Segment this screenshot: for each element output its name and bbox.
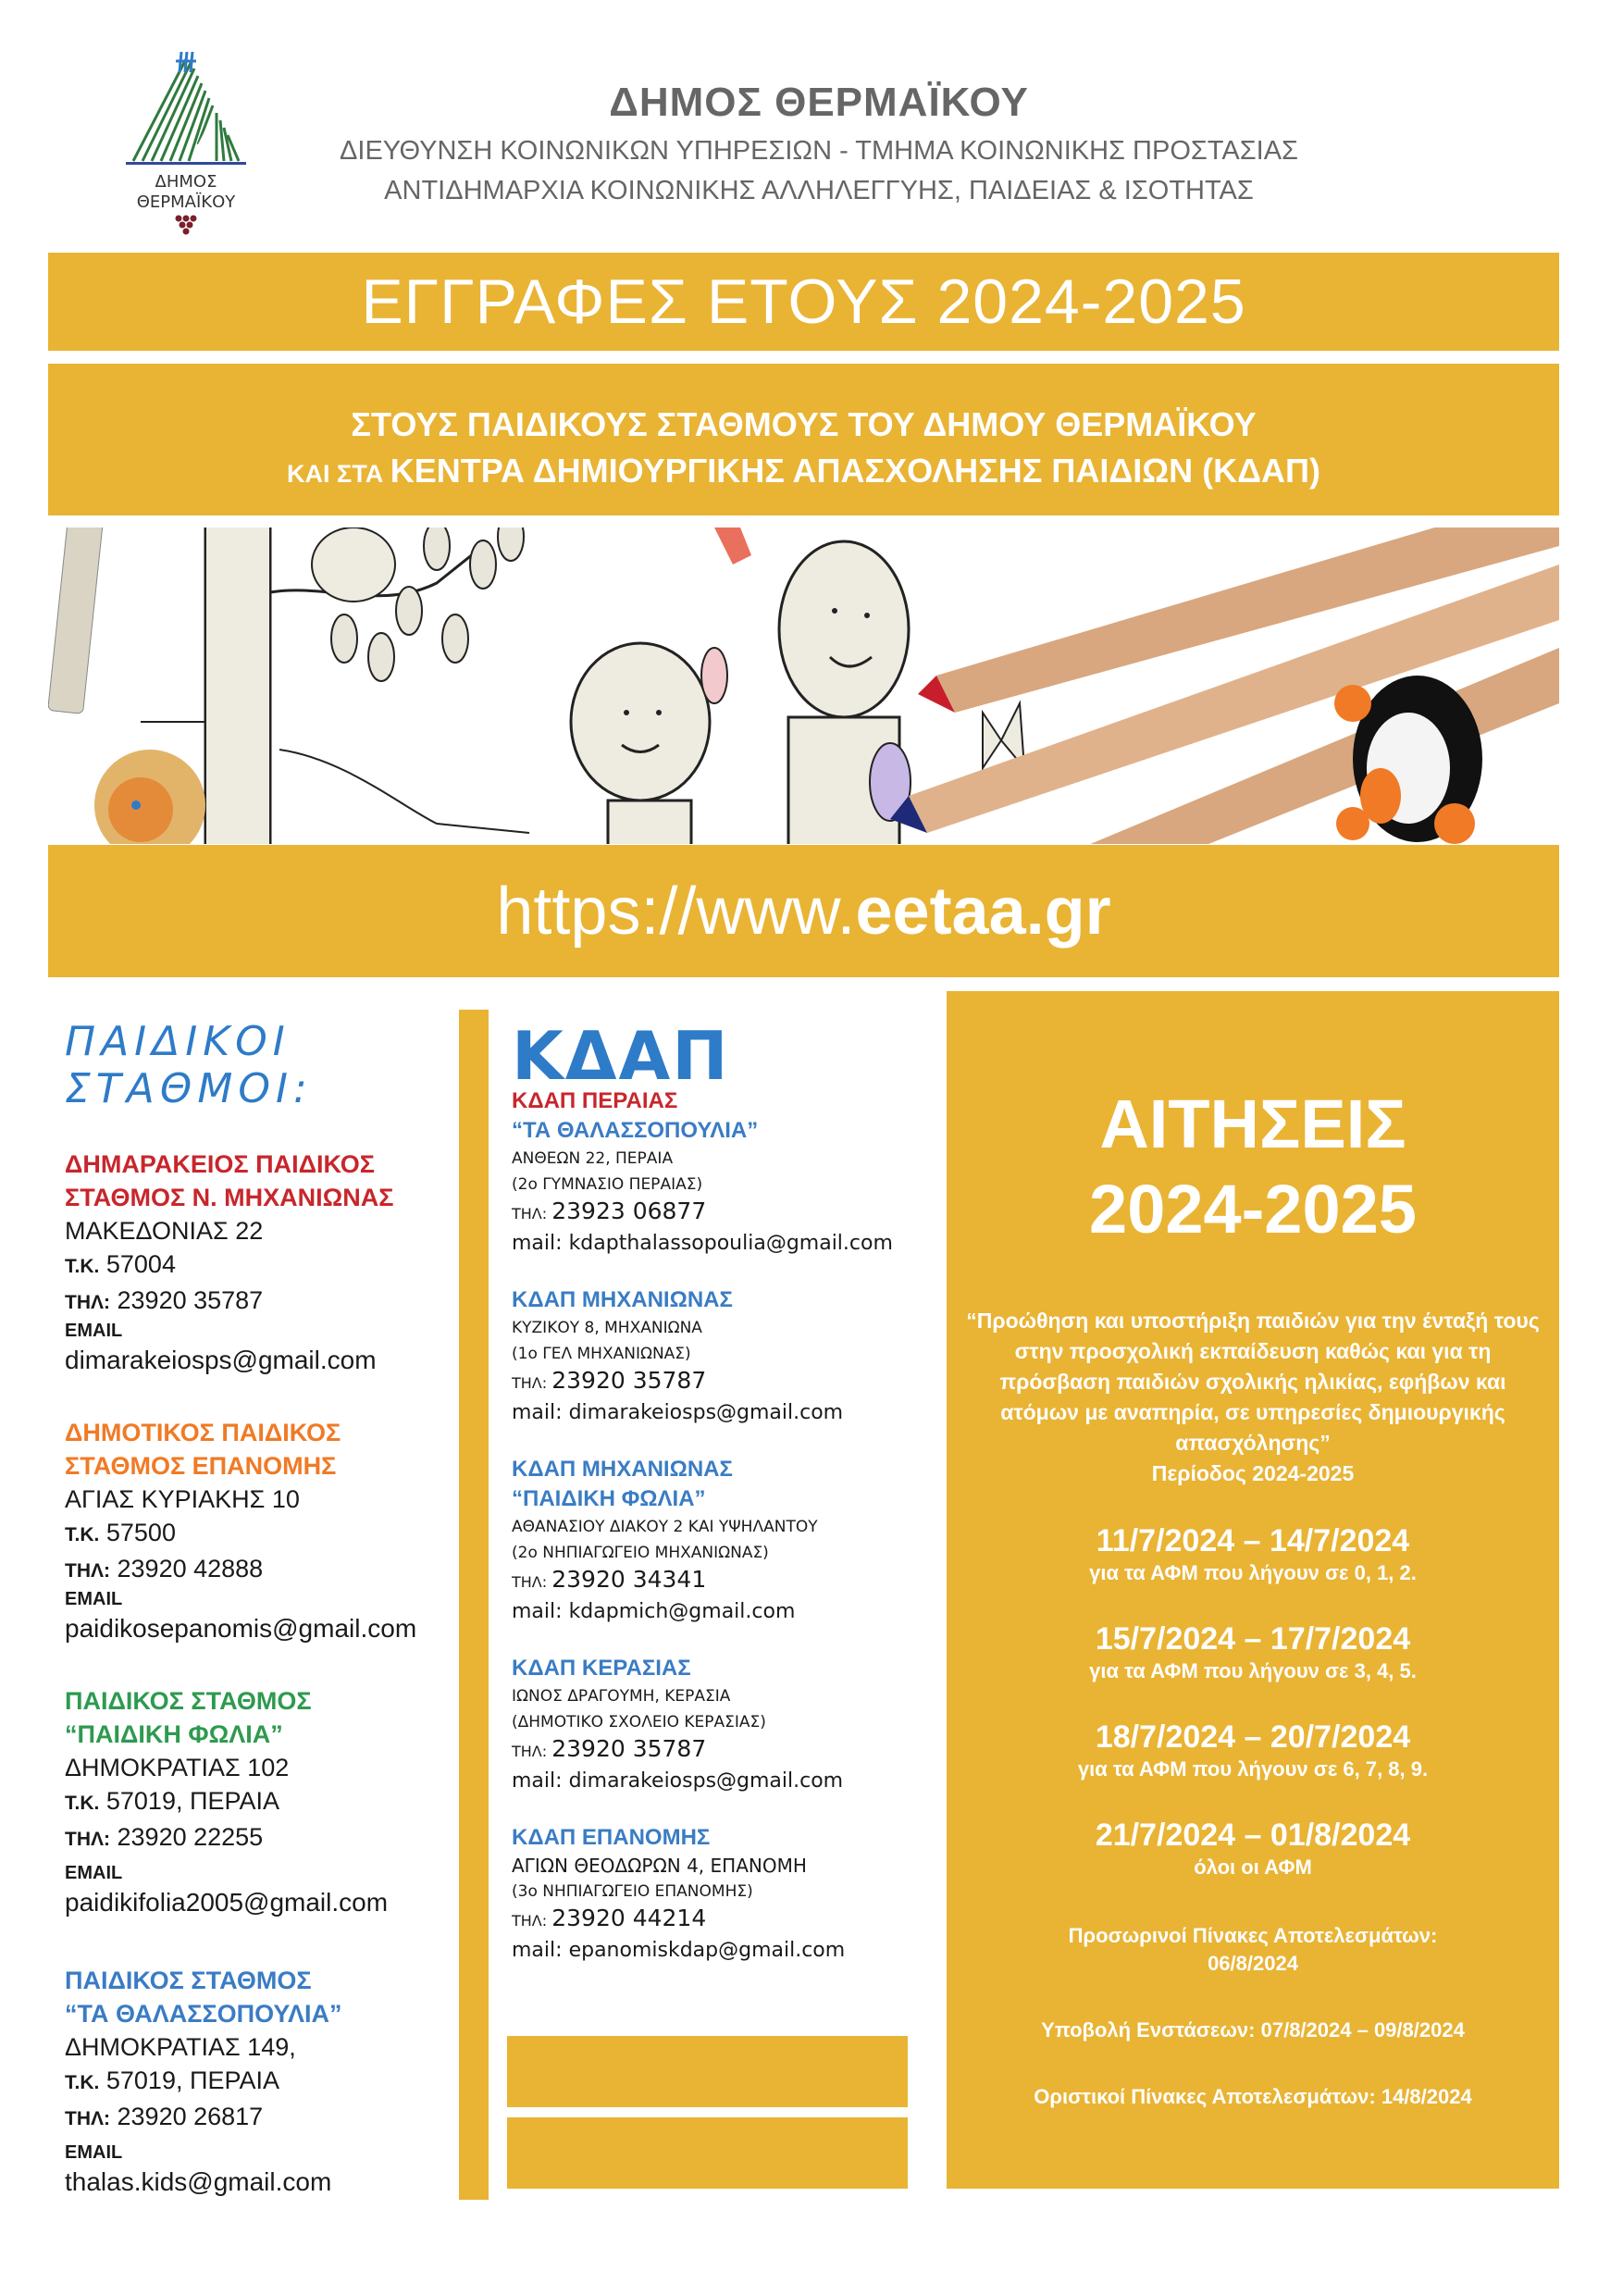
application-period	[947, 1620, 1559, 1685]
applications-title	[947, 1082, 1559, 1252]
email-label: EMAIL	[65, 2142, 123, 2163]
kdap-item	[512, 1823, 937, 1967]
kdap-email[interactable]: mail: dimarakeiosps@gmail.com	[512, 1769, 844, 1793]
kdap-email[interactable]: mail: epanomiskdap@gmail.com	[512, 1939, 846, 1962]
kdap-location: (2ο ΓΥΜΝΑΣΙΟ ΠΕΡΑΙΑΣ)	[512, 1175, 703, 1194]
subtitle-banner	[48, 364, 1559, 515]
kdap-name: ΚΔΑΠ ΜΗΧΑΝΙΩΝΑΣ	[512, 1287, 733, 1312]
program-quote: “Προώθηση και υποστήριξη παιδιών για την ένταξή τους στην προσχολική εκπαίδευση καθώς και για τη πρόσβαση παιδιών σχολικής ηλικίας, εφήβων και ατόμων με αναπηρία, σε υπηρεσίες δημιουργικής απασχόλησης”	[966, 1309, 1540, 1455]
nursery-address: ΔΗΜΟΚΡΑΤΙΑΣ 149,	[65, 2033, 296, 2061]
applications-title-line2: 2024-2025	[1089, 1171, 1417, 1247]
kdap-phone: ΤΗΛ: 23923 06877	[512, 1198, 707, 1224]
applications-title-line1: ΑΙΤΗΣΕΙΣ	[1099, 1086, 1406, 1162]
kdap-location: (1ο ΓΕΛ ΜΗΧΑΝΙΩΝΑΣ)	[512, 1345, 691, 1363]
kdap-address: ΙΩΝΟΣ ΔΡΑΓΟΥΜΗ, ΚΕΡΑΣΙΑ	[512, 1687, 731, 1706]
final-results: Οριστικοί Πίνακες Αποτελεσμάτων: 14/8/2024	[1034, 2085, 1472, 2108]
email-label: EMAIL	[65, 1863, 123, 1883]
nursery-postcode: Τ.Κ. 57500	[65, 1519, 176, 1546]
nursery-email[interactable]: paidikifolia2005@gmail.com	[65, 1888, 389, 1917]
grapes-icon	[174, 215, 198, 237]
children-illustration	[48, 527, 1559, 844]
nursery-name: ΔΗΜΟΤΙΚΟΣ ΠΑΙΔΙΚΟΣ	[65, 1419, 341, 1446]
decorative-block-1	[507, 2036, 908, 2107]
kdap-phone: ΤΗΛ: 23920 35787	[512, 1367, 707, 1394]
logo-text-line2: ΘΕΡΜΑΪΚΟΥ	[136, 192, 236, 212]
nursery-name-line2: ΣΤΑΘΜΟΣ ΕΠΑΝΟΜΗΣ	[65, 1452, 337, 1480]
kdap-email[interactable]: mail: dimarakeiosps@gmail.com	[512, 1401, 844, 1424]
kdap-name-line2: “ΠΑΙΔΙΚΗ ΦΩΛΙΑ”	[512, 1486, 706, 1511]
subtitle-line1: ΣΤΟΥΣ ΠΑΙΔΙΚΟΥΣ ΣΤΑΘΜΟΥΣ ΤΟΥ ΔΗΜΟΥ ΘΕΡΜΑΪΚΟΥ	[351, 405, 1257, 443]
nursery-phone: ΤΗΛ: 23920 42888	[65, 1555, 264, 1582]
kdap-item	[512, 1285, 937, 1429]
deputy-mayor-line: ΑΝΤΙΔΗΜΑΡΧΙΑ ΚΟΙΝΩΝΙΚΗΣ ΑΛΛΗΛΕΓΓΥΗΣ, ΠΑΙΔΕΙΑΣ & ΙΣΟΤΗΤΑΣ	[384, 176, 1254, 205]
period-description: για τα ΑΦΜ που λήγουν σε 0, 1, 2.	[1089, 1561, 1417, 1584]
nursery-address: ΑΓΙΑΣ ΚΥΡΙΑΚΗΣ 10	[65, 1485, 300, 1513]
objections-period: Υποβολή Ενστάσεων: 07/8/2024 – 09/8/2024	[1041, 2018, 1465, 2042]
decorative-block-2	[507, 2117, 908, 2189]
period-description: όλοι οι ΑΦΜ	[1194, 1855, 1312, 1879]
nursery-address: ΜΑΚΕΔΟΝΙΑΣ 22	[65, 1217, 264, 1245]
logo-text-line1: ΔΗΜΟΣ	[155, 172, 217, 192]
kdap-address: ΚΥΖΙΚΟΥ 8, ΜΗΧΑΝΙΩΝΑ	[512, 1319, 702, 1337]
kdap-email[interactable]: mail: kdapmich@gmail.com	[512, 1600, 796, 1623]
url-domain: eetaa.gr	[855, 874, 1111, 949]
program-period: Περίοδος 2024-2025	[1151, 1461, 1355, 1485]
applications-panel	[947, 991, 1559, 2189]
email-label: EMAIL	[65, 1589, 123, 1609]
nursery-phone: ΤΗΛ: 23920 22255	[65, 1823, 264, 1851]
nursery-name-line2: “ΤΑ ΘΑΛΑΣΣΟΠΟΥΛΙΑ”	[65, 2000, 342, 2028]
kdap-location: (2ο ΝΗΠΙΑΓΩΓΕΙΟ ΜΗΧΑΝΙΩΝΑΣ)	[512, 1544, 769, 1562]
kdap-item	[512, 1455, 937, 1628]
kdap-item	[512, 1086, 937, 1260]
nursery-item	[65, 1416, 453, 1647]
url-prefix: https://www.	[496, 874, 856, 949]
nursery-name-line2: “ΠΑΙΔΙΚΗ ΦΩΛΙΑ”	[65, 1720, 283, 1748]
nursery-postcode: Τ.Κ. 57019, ΠΕΡΑΙΑ	[65, 1787, 279, 1815]
nursery-phone: ΤΗΛ: 23920 26817	[65, 2103, 264, 2130]
page-title: ΕΓΓΡΑΦΕΣ ΕΤΟΥΣ 2024-2025	[361, 267, 1246, 337]
kdap-address: ΑΓΙΩΝ ΘΕΟΔΩΡΩΝ 4, ΕΠΑΝΟΜΗ	[512, 1855, 807, 1877]
website-banner	[48, 845, 1559, 977]
provisional-results	[947, 1922, 1559, 1978]
municipality-logo	[126, 52, 246, 223]
period-dates: 18/7/2024 – 20/7/2024	[1095, 1719, 1411, 1755]
kdap-address: ΑΝΘΕΩΝ 22, ΠΕΡΑΙΑ	[512, 1149, 674, 1168]
nursery-name-line2: ΣΤΑΘΜΟΣ Ν. ΜΗΧΑΝΙΩΝΑΣ	[65, 1184, 394, 1211]
nursery-item	[65, 1148, 453, 1379]
kdap-name: ΚΔΑΠ ΠΕΡΑΙΑΣ	[512, 1088, 678, 1113]
kdap-phone: ΤΗΛ: 23920 34341	[512, 1566, 707, 1593]
kdap-item	[512, 1654, 937, 1797]
nursery-email[interactable]: paidikosepanomis@gmail.com	[65, 1614, 417, 1643]
kdap-email[interactable]: mail: kdapthalassopoulia@gmail.com	[512, 1232, 893, 1255]
nursery-name: ΠΑΙΔΙΚΟΣ ΣΤΑΘΜΟΣ	[65, 1687, 312, 1715]
nursery-item	[65, 1964, 453, 2201]
municipality-name: ΔΗΜΟΣ ΘΕΡΜΑΪΚΟΥ	[609, 80, 1029, 125]
kids-drawing-image	[48, 527, 1559, 844]
period-dates: 11/7/2024 – 14/7/2024	[1096, 1523, 1410, 1558]
program-description	[947, 1306, 1559, 1489]
kdap-name: ΚΔΑΠ ΜΗΧΑΝΙΩΝΑΣ	[512, 1457, 733, 1482]
nursery-email[interactable]: dimarakeiosps@gmail.com	[65, 1346, 377, 1374]
nursery-phone: ΤΗΛ: 23920 35787	[65, 1286, 264, 1314]
website-link[interactable]	[496, 874, 1110, 949]
provisional-results-label: Προσωρινοί Πίνακες Αποτελεσμάτων:	[1068, 1924, 1438, 1947]
kdap-address: ΑΘΑΝΑΣΙΟΥ ΔΙΑΚΟΥ 2 ΚΑΙ ΥΨΗΛΑΝΤΟΥ	[512, 1518, 818, 1536]
kdap-name-line2: “ΤΑ ΘΑΛΑΣΣΟΠΟΥΛΙΑ”	[512, 1118, 759, 1143]
kdap-name: ΚΔΑΠ ΕΠΑΝΟΜΗΣ	[512, 1825, 711, 1850]
subtitle-line2-main: ΚΕΝΤΡΑ ΔΗΜΙΟΥΡΓΙΚΗΣ ΑΠΑΣΧΟΛΗΣΗΣ ΠΑΙΔΙΩΝ (ΚΔΑΠ)	[390, 452, 1320, 490]
kdap-location: (ΔΗΜΟΤΙΚΟ ΣΧΟΛΕΙΟ ΚΕΡΑΣΙΑΣ)	[512, 1713, 766, 1731]
email-label: EMAIL	[65, 1321, 123, 1341]
kdap-phone: ΤΗΛ: 23920 44214	[512, 1905, 707, 1931]
period-description: για τα ΑΦΜ που λήγουν σε 3, 4, 5.	[1089, 1659, 1417, 1682]
kdap-phone: ΤΗΛ: 23920 35787	[512, 1735, 707, 1762]
column-divider	[459, 1010, 489, 2200]
nurseries-column	[65, 1018, 453, 2201]
application-period	[947, 1817, 1559, 1881]
nursery-email[interactable]: thalas.kids@gmail.com	[65, 2167, 332, 2196]
kdap-location: (3ο ΝΗΠΙΑΓΩΓΕΙΟ ΕΠΑΝΟΜΗΣ)	[512, 1882, 753, 1901]
nursery-name: ΠΑΙΔΙΚΟΣ ΣΤΑΘΜΟΣ	[65, 1967, 312, 1994]
kdap-column	[512, 1017, 937, 1992]
nurseries-heading: ΠΑΙΔΙΚΟΙ ΣΤΑΘΜΟΙ:	[65, 1018, 313, 1112]
nursery-address: ΔΗΜΟΚΡΑΤΙΑΣ 102	[65, 1754, 290, 1781]
kdap-name: ΚΔΑΠ ΚΕΡΑΣΙΑΣ	[512, 1656, 691, 1681]
nursery-postcode: Τ.Κ. 57004	[65, 1250, 176, 1278]
nursery-name: ΔΗΜΑΡΑΚΕΙΟΣ ΠΑΙΔΙΚΟΣ	[65, 1150, 375, 1178]
period-description: για τα ΑΦΜ που λήγουν σε 6, 7, 8, 9.	[1077, 1757, 1429, 1781]
kdap-heading: ΚΔΑΠ	[512, 1017, 730, 1095]
period-dates: 21/7/2024 – 01/8/2024	[1095, 1818, 1411, 1853]
provisional-results-date: 06/8/2024	[1208, 1952, 1298, 1975]
subtitle-line2-prefix: ΚΑΙ ΣΤΑ	[287, 460, 390, 488]
triangle-logo-icon	[126, 52, 246, 172]
period-dates: 15/7/2024 – 17/7/2024	[1095, 1621, 1411, 1657]
subtitle-line2	[287, 452, 1320, 490]
nursery-postcode: Τ.Κ. 57019, ΠΕΡΑΙΑ	[65, 2066, 279, 2094]
application-period	[947, 1522, 1559, 1587]
title-banner	[48, 253, 1559, 351]
application-period	[947, 1719, 1559, 1783]
nursery-item	[65, 1684, 453, 1921]
department-line: ΔΙΕΥΘΥΝΣΗ ΚΟΙΝΩΝΙΚΩΝ ΥΠΗΡΕΣΙΩΝ - ΤΜΗΜΑ ΚΟΙΝΩΝΙΚΗΣ ΠΡΟΣΤΑΣΙΑΣ	[340, 136, 1298, 166]
